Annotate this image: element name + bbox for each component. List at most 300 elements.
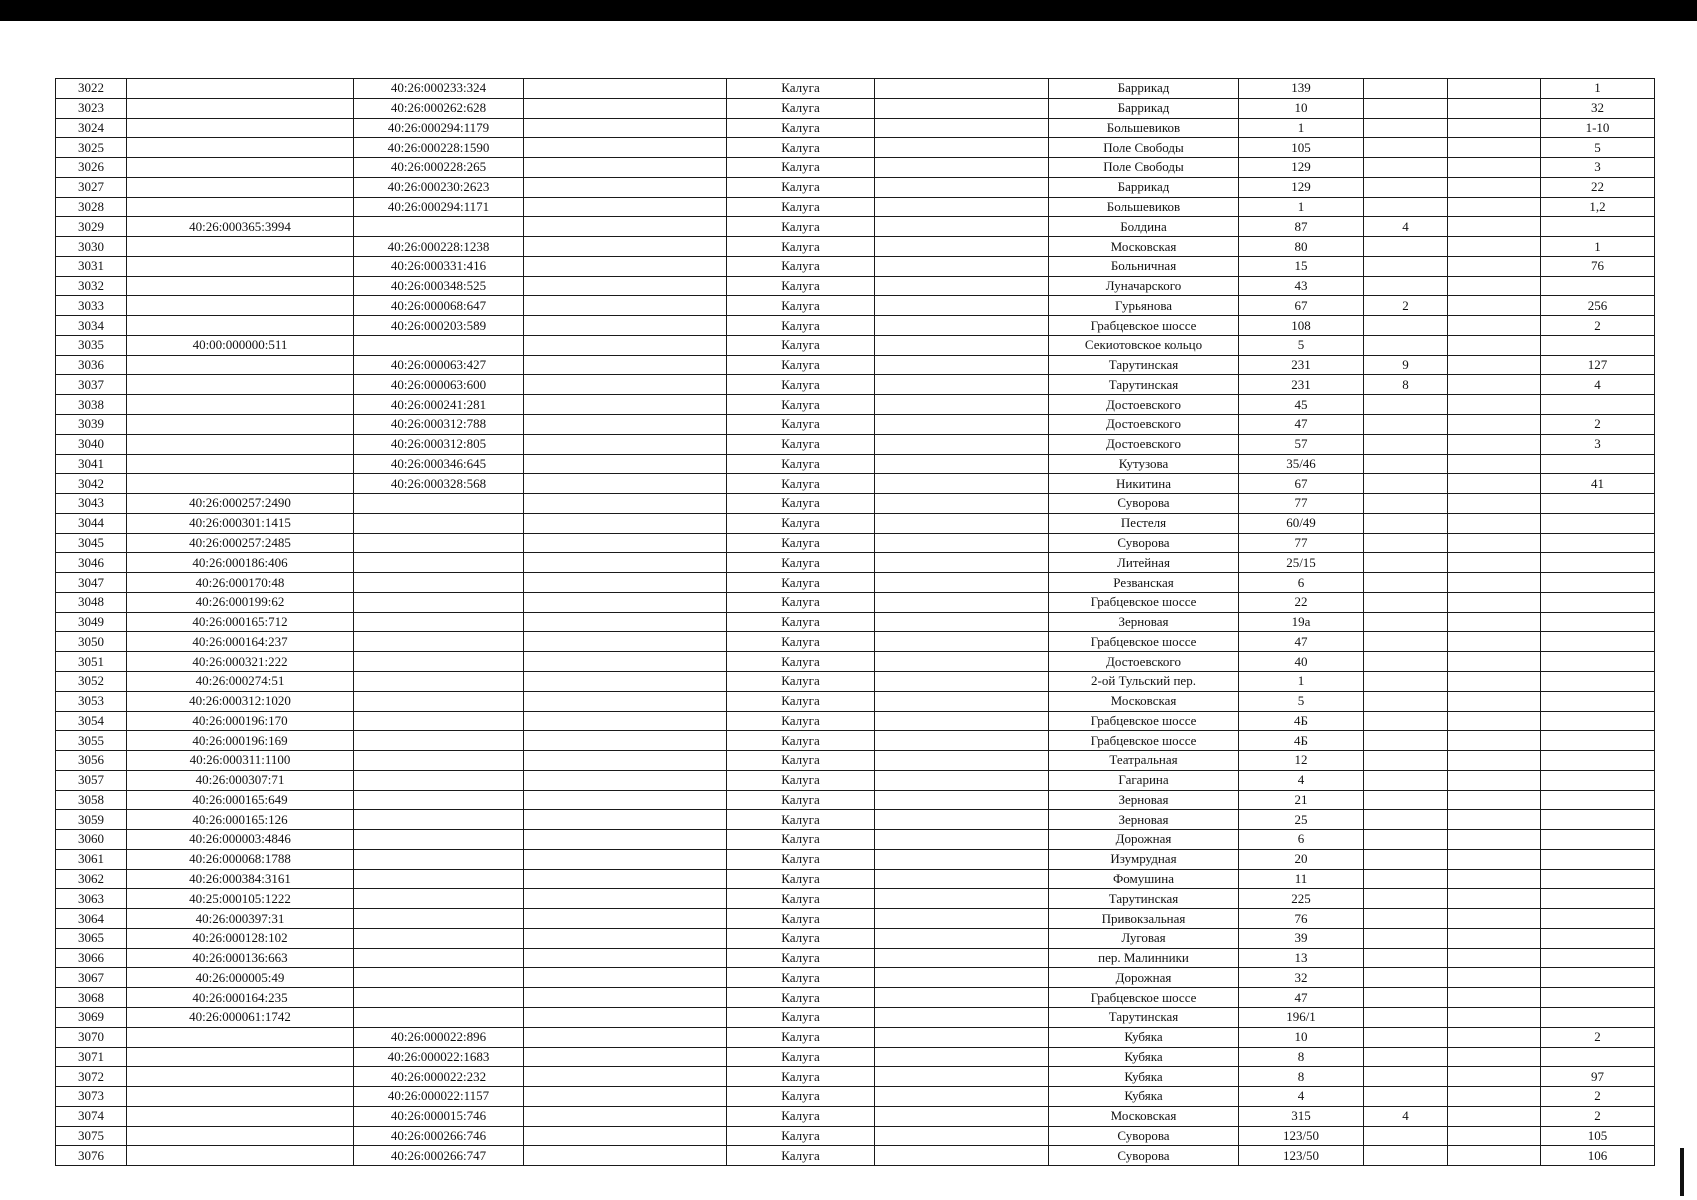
apartment-number-cell: [1541, 494, 1655, 514]
cadastral-number-a-cell: [127, 158, 354, 178]
apartment-number-cell: [1541, 553, 1655, 573]
table-row: [56, 1027, 1655, 1047]
street-cell: Тарутинская: [1049, 355, 1239, 375]
city-cell: Калуга: [727, 316, 875, 336]
blank-cell-a: [524, 909, 727, 929]
cadastral-number-a-cell: [127, 395, 354, 415]
apartment-number-cell: [1541, 632, 1655, 652]
street-cell: Баррикад: [1049, 79, 1239, 99]
cadastral-number-b-cell: 40:26:000068:647: [354, 296, 524, 316]
cadastral-number-b-cell: 40:26:000022:896: [354, 1027, 524, 1047]
table-row: [56, 612, 1655, 632]
table-row: [56, 790, 1655, 810]
blank-cell-c: [1448, 494, 1541, 514]
building-number-cell: 9: [1364, 355, 1448, 375]
cadastral-number-b-cell: [354, 671, 524, 691]
row-number-cell: 3026: [56, 158, 127, 178]
building-number-cell: [1364, 494, 1448, 514]
street-cell: Пестеля: [1049, 513, 1239, 533]
cadastral-number-b-cell: [354, 849, 524, 869]
blank-cell-c: [1448, 1067, 1541, 1087]
row-number-cell: 3049: [56, 612, 127, 632]
table-row: [56, 731, 1655, 751]
blank-cell-a: [524, 415, 727, 435]
cadastral-number-b-cell: [354, 573, 524, 593]
house-number-cell: 6: [1239, 830, 1364, 850]
building-number-cell: [1364, 632, 1448, 652]
blank-cell-a: [524, 790, 727, 810]
cadastral-number-a-cell: 40:26:000196:170: [127, 711, 354, 731]
street-cell: Литейная: [1049, 553, 1239, 573]
cadastral-number-b-cell: [354, 652, 524, 672]
city-cell: Калуга: [727, 494, 875, 514]
building-number-cell: [1364, 1007, 1448, 1027]
house-number-cell: 1: [1239, 118, 1364, 138]
blank-cell-b: [875, 1047, 1049, 1067]
table-row: [56, 849, 1655, 869]
cadastral-number-b-cell: 40:26:000331:416: [354, 256, 524, 276]
blank-cell-a: [524, 691, 727, 711]
table-row: [56, 177, 1655, 197]
blank-cell-c: [1448, 1047, 1541, 1067]
blank-cell-c: [1448, 652, 1541, 672]
building-number-cell: [1364, 158, 1448, 178]
blank-cell-a: [524, 533, 727, 553]
cadastral-number-a-cell: 40:00:000000:511: [127, 335, 354, 355]
apartment-number-cell: [1541, 810, 1655, 830]
building-number-cell: [1364, 434, 1448, 454]
cadastral-number-a-cell: [127, 296, 354, 316]
cadastral-number-b-cell: [354, 889, 524, 909]
city-cell: Калуга: [727, 415, 875, 435]
apartment-number-cell: 2: [1541, 1106, 1655, 1126]
cadastral-number-b-cell: [354, 909, 524, 929]
building-number-cell: [1364, 553, 1448, 573]
blank-cell-a: [524, 513, 727, 533]
apartment-number-cell: 1-10: [1541, 118, 1655, 138]
street-cell: Зерновая: [1049, 790, 1239, 810]
table-row: [56, 79, 1655, 99]
blank-cell-b: [875, 335, 1049, 355]
house-number-cell: 225: [1239, 889, 1364, 909]
row-number-cell: 3048: [56, 592, 127, 612]
street-cell: Резванская: [1049, 573, 1239, 593]
blank-cell-a: [524, 731, 727, 751]
blank-cell-b: [875, 751, 1049, 771]
city-cell: Калуга: [727, 711, 875, 731]
apartment-number-cell: [1541, 395, 1655, 415]
blank-cell-c: [1448, 316, 1541, 336]
blank-cell-a: [524, 1027, 727, 1047]
street-cell: Суворова: [1049, 494, 1239, 514]
blank-cell-c: [1448, 454, 1541, 474]
city-cell: Калуга: [727, 474, 875, 494]
city-cell: Калуга: [727, 1106, 875, 1126]
street-cell: Большевиков: [1049, 118, 1239, 138]
blank-cell-c: [1448, 790, 1541, 810]
table-row: [56, 948, 1655, 968]
apartment-number-cell: 32: [1541, 98, 1655, 118]
building-number-cell: [1364, 1047, 1448, 1067]
building-number-cell: [1364, 652, 1448, 672]
cadastral-number-a-cell: 40:26:000164:235: [127, 988, 354, 1008]
apartment-number-cell: 3: [1541, 434, 1655, 454]
cadastral-number-b-cell: [354, 533, 524, 553]
apartment-number-cell: [1541, 533, 1655, 553]
apartment-number-cell: [1541, 948, 1655, 968]
house-number-cell: 87: [1239, 217, 1364, 237]
blank-cell-a: [524, 849, 727, 869]
cadastral-number-b-cell: 40:26:000022:1157: [354, 1087, 524, 1107]
city-cell: Калуга: [727, 810, 875, 830]
cadastral-number-b-cell: [354, 948, 524, 968]
city-cell: Калуга: [727, 632, 875, 652]
apartment-number-cell: [1541, 652, 1655, 672]
blank-cell-a: [524, 454, 727, 474]
building-number-cell: 4: [1364, 1106, 1448, 1126]
blank-cell-c: [1448, 177, 1541, 197]
blank-cell-a: [524, 1146, 727, 1166]
blank-cell-a: [524, 612, 727, 632]
house-number-cell: 77: [1239, 494, 1364, 514]
table-row: [56, 830, 1655, 850]
blank-cell-b: [875, 1146, 1049, 1166]
table-row: [56, 158, 1655, 178]
street-cell: Суворова: [1049, 1126, 1239, 1146]
city-cell: Калуга: [727, 1087, 875, 1107]
city-cell: Калуга: [727, 909, 875, 929]
row-number-cell: 3030: [56, 237, 127, 257]
blank-cell-a: [524, 98, 727, 118]
house-number-cell: 67: [1239, 296, 1364, 316]
row-number-cell: 3027: [56, 177, 127, 197]
apartment-number-cell: 2: [1541, 415, 1655, 435]
blank-cell-b: [875, 316, 1049, 336]
cadastral-number-a-cell: [127, 474, 354, 494]
city-cell: Калуга: [727, 830, 875, 850]
street-cell: Грабцевское шоссе: [1049, 988, 1239, 1008]
blank-cell-b: [875, 415, 1049, 435]
blank-cell-b: [875, 1087, 1049, 1107]
blank-cell-b: [875, 276, 1049, 296]
city-cell: Калуга: [727, 237, 875, 257]
blank-cell-b: [875, 1126, 1049, 1146]
street-cell: Большевиков: [1049, 197, 1239, 217]
city-cell: Калуга: [727, 217, 875, 237]
house-number-cell: 25/15: [1239, 553, 1364, 573]
row-number-cell: 3035: [56, 335, 127, 355]
street-cell: Болдина: [1049, 217, 1239, 237]
house-number-cell: 4: [1239, 1087, 1364, 1107]
table-row: [56, 671, 1655, 691]
blank-cell-a: [524, 217, 727, 237]
cadastral-number-a-cell: [127, 276, 354, 296]
table-row: [56, 197, 1655, 217]
street-cell: Тарутинская: [1049, 375, 1239, 395]
cadastral-number-b-cell: 40:26:000266:746: [354, 1126, 524, 1146]
house-number-cell: 4Б: [1239, 731, 1364, 751]
cadastral-number-a-cell: [127, 1087, 354, 1107]
row-number-cell: 3047: [56, 573, 127, 593]
city-cell: Калуга: [727, 335, 875, 355]
blank-cell-b: [875, 1067, 1049, 1087]
table-row: [56, 395, 1655, 415]
cadastral-number-a-cell: [127, 1047, 354, 1067]
building-number-cell: [1364, 988, 1448, 1008]
cadastral-number-a-cell: [127, 1027, 354, 1047]
table-row: [56, 415, 1655, 435]
cadastral-number-b-cell: 40:26:000294:1179: [354, 118, 524, 138]
table-row: [56, 355, 1655, 375]
blank-cell-a: [524, 118, 727, 138]
blank-cell-c: [1448, 632, 1541, 652]
blank-cell-b: [875, 434, 1049, 454]
blank-cell-c: [1448, 988, 1541, 1008]
blank-cell-a: [524, 177, 727, 197]
city-cell: Калуга: [727, 948, 875, 968]
cadastral-number-b-cell: [354, 988, 524, 1008]
blank-cell-a: [524, 434, 727, 454]
apartment-number-cell: [1541, 869, 1655, 889]
blank-cell-a: [524, 553, 727, 573]
blank-cell-b: [875, 375, 1049, 395]
row-number-cell: 3028: [56, 197, 127, 217]
house-number-cell: 25: [1239, 810, 1364, 830]
street-cell: Тарутинская: [1049, 889, 1239, 909]
city-cell: Калуга: [727, 592, 875, 612]
house-number-cell: 32: [1239, 968, 1364, 988]
building-number-cell: [1364, 1126, 1448, 1146]
blank-cell-c: [1448, 711, 1541, 731]
blank-cell-c: [1448, 928, 1541, 948]
building-number-cell: [1364, 395, 1448, 415]
building-number-cell: 2: [1364, 296, 1448, 316]
house-number-cell: 47: [1239, 632, 1364, 652]
city-cell: Калуга: [727, 355, 875, 375]
street-cell: Кубяка: [1049, 1067, 1239, 1087]
blank-cell-b: [875, 968, 1049, 988]
apartment-number-cell: 127: [1541, 355, 1655, 375]
row-number-cell: 3036: [56, 355, 127, 375]
house-number-cell: 231: [1239, 355, 1364, 375]
cadastral-number-b-cell: 40:26:000063:600: [354, 375, 524, 395]
blank-cell-c: [1448, 849, 1541, 869]
table-row: [56, 592, 1655, 612]
cadastral-number-b-cell: [354, 968, 524, 988]
cadastral-number-a-cell: 40:26:000128:102: [127, 928, 354, 948]
apartment-number-cell: [1541, 513, 1655, 533]
blank-cell-a: [524, 889, 727, 909]
cadastral-number-a-cell: 40:26:000199:62: [127, 592, 354, 612]
building-number-cell: [1364, 770, 1448, 790]
building-number-cell: [1364, 592, 1448, 612]
cadastral-number-a-cell: 40:26:000196:169: [127, 731, 354, 751]
apartment-number-cell: [1541, 731, 1655, 751]
street-cell: Грабцевское шоссе: [1049, 632, 1239, 652]
blank-cell-a: [524, 256, 727, 276]
cadastral-number-a-cell: 40:26:000257:2490: [127, 494, 354, 514]
blank-cell-c: [1448, 375, 1541, 395]
table-row: [56, 335, 1655, 355]
cadastral-number-b-cell: [354, 632, 524, 652]
apartment-number-cell: 97: [1541, 1067, 1655, 1087]
building-number-cell: [1364, 454, 1448, 474]
cadastral-number-b-cell: 40:26:000312:805: [354, 434, 524, 454]
register-body: [56, 79, 1655, 1166]
cadastral-number-b-cell: [354, 335, 524, 355]
cadastral-number-a-cell: [127, 375, 354, 395]
house-number-cell: 108: [1239, 316, 1364, 336]
cadastral-number-a-cell: 40:26:000164:237: [127, 632, 354, 652]
blank-cell-b: [875, 197, 1049, 217]
row-number-cell: 3045: [56, 533, 127, 553]
cadastral-number-a-cell: 40:26:000274:51: [127, 671, 354, 691]
apartment-number-cell: [1541, 790, 1655, 810]
cadastral-number-b-cell: [354, 553, 524, 573]
blank-cell-a: [524, 1087, 727, 1107]
table-row: [56, 1047, 1655, 1067]
row-number-cell: 3034: [56, 316, 127, 336]
building-number-cell: [1364, 118, 1448, 138]
blank-cell-a: [524, 632, 727, 652]
house-number-cell: 196/1: [1239, 1007, 1364, 1027]
table-row: [56, 217, 1655, 237]
row-number-cell: 3065: [56, 928, 127, 948]
blank-cell-b: [875, 810, 1049, 830]
house-number-cell: 60/49: [1239, 513, 1364, 533]
table-row: [56, 118, 1655, 138]
cadastral-number-b-cell: 40:26:000230:2623: [354, 177, 524, 197]
house-number-cell: 13: [1239, 948, 1364, 968]
blank-cell-a: [524, 276, 727, 296]
house-number-cell: 22: [1239, 592, 1364, 612]
cadastral-number-a-cell: 40:26:000397:31: [127, 909, 354, 929]
blank-cell-b: [875, 592, 1049, 612]
row-number-cell: 3037: [56, 375, 127, 395]
city-cell: Калуга: [727, 138, 875, 158]
blank-cell-b: [875, 494, 1049, 514]
table-row: [56, 1126, 1655, 1146]
building-number-cell: [1364, 830, 1448, 850]
blank-cell-a: [524, 830, 727, 850]
building-number-cell: [1364, 138, 1448, 158]
cadastral-number-a-cell: [127, 118, 354, 138]
blank-cell-c: [1448, 415, 1541, 435]
apartment-number-cell: 1: [1541, 237, 1655, 257]
blank-cell-c: [1448, 474, 1541, 494]
house-number-cell: 1: [1239, 197, 1364, 217]
street-cell: Гагарина: [1049, 770, 1239, 790]
blank-cell-b: [875, 849, 1049, 869]
house-number-cell: 35/46: [1239, 454, 1364, 474]
house-number-cell: 21: [1239, 790, 1364, 810]
street-cell: Дорожная: [1049, 830, 1239, 850]
table-row: [56, 1146, 1655, 1166]
apartment-number-cell: 2: [1541, 1027, 1655, 1047]
building-number-cell: [1364, 612, 1448, 632]
property-register-table: [55, 78, 1655, 1166]
row-number-cell: 3064: [56, 909, 127, 929]
cadastral-number-b-cell: 40:26:000266:747: [354, 1146, 524, 1166]
street-cell: Привокзальная: [1049, 909, 1239, 929]
blank-cell-a: [524, 711, 727, 731]
cadastral-number-a-cell: 40:26:000165:712: [127, 612, 354, 632]
row-number-cell: 3058: [56, 790, 127, 810]
apartment-number-cell: 106: [1541, 1146, 1655, 1166]
city-cell: Калуга: [727, 928, 875, 948]
blank-cell-b: [875, 1106, 1049, 1126]
blank-cell-a: [524, 158, 727, 178]
row-number-cell: 3024: [56, 118, 127, 138]
blank-cell-c: [1448, 968, 1541, 988]
street-cell: Зерновая: [1049, 612, 1239, 632]
table-row: [56, 810, 1655, 830]
house-number-cell: 1: [1239, 671, 1364, 691]
row-number-cell: 3060: [56, 830, 127, 850]
building-number-cell: [1364, 968, 1448, 988]
blank-cell-b: [875, 632, 1049, 652]
street-cell: Грабцевское шоссе: [1049, 711, 1239, 731]
cadastral-number-b-cell: [354, 691, 524, 711]
cadastral-number-b-cell: 40:26:000312:788: [354, 415, 524, 435]
row-number-cell: 3042: [56, 474, 127, 494]
city-cell: Калуга: [727, 158, 875, 178]
building-number-cell: [1364, 1146, 1448, 1166]
table-row: [56, 256, 1655, 276]
blank-cell-b: [875, 553, 1049, 573]
row-number-cell: 3054: [56, 711, 127, 731]
cadastral-number-b-cell: [354, 830, 524, 850]
blank-cell-a: [524, 948, 727, 968]
street-cell: Московская: [1049, 691, 1239, 711]
house-number-cell: 47: [1239, 988, 1364, 1008]
street-cell: Достоевского: [1049, 415, 1239, 435]
cadastral-number-b-cell: 40:26:000346:645: [354, 454, 524, 474]
house-number-cell: 5: [1239, 335, 1364, 355]
cadastral-number-a-cell: [127, 415, 354, 435]
city-cell: Калуга: [727, 276, 875, 296]
apartment-number-cell: 3: [1541, 158, 1655, 178]
blank-cell-c: [1448, 237, 1541, 257]
cadastral-number-a-cell: 40:26:000165:126: [127, 810, 354, 830]
blank-cell-c: [1448, 1007, 1541, 1027]
cadastral-number-a-cell: [127, 316, 354, 336]
blank-cell-c: [1448, 573, 1541, 593]
blank-cell-b: [875, 98, 1049, 118]
city-cell: Калуга: [727, 988, 875, 1008]
street-cell: Московская: [1049, 1106, 1239, 1126]
blank-cell-c: [1448, 671, 1541, 691]
blank-cell-a: [524, 573, 727, 593]
row-number-cell: 3063: [56, 889, 127, 909]
apartment-number-cell: [1541, 573, 1655, 593]
city-cell: Калуга: [727, 1146, 875, 1166]
building-number-cell: [1364, 1027, 1448, 1047]
table-row: [56, 1007, 1655, 1027]
city-cell: Калуга: [727, 612, 875, 632]
house-number-cell: 76: [1239, 909, 1364, 929]
blank-cell-a: [524, 928, 727, 948]
apartment-number-cell: [1541, 592, 1655, 612]
cadastral-number-b-cell: 40:26:000328:568: [354, 474, 524, 494]
blank-cell-c: [1448, 256, 1541, 276]
blank-cell-b: [875, 217, 1049, 237]
building-number-cell: [1364, 197, 1448, 217]
city-cell: Калуга: [727, 79, 875, 99]
blank-cell-a: [524, 138, 727, 158]
register-sheet: [55, 78, 1655, 1166]
cadastral-number-b-cell: [354, 217, 524, 237]
